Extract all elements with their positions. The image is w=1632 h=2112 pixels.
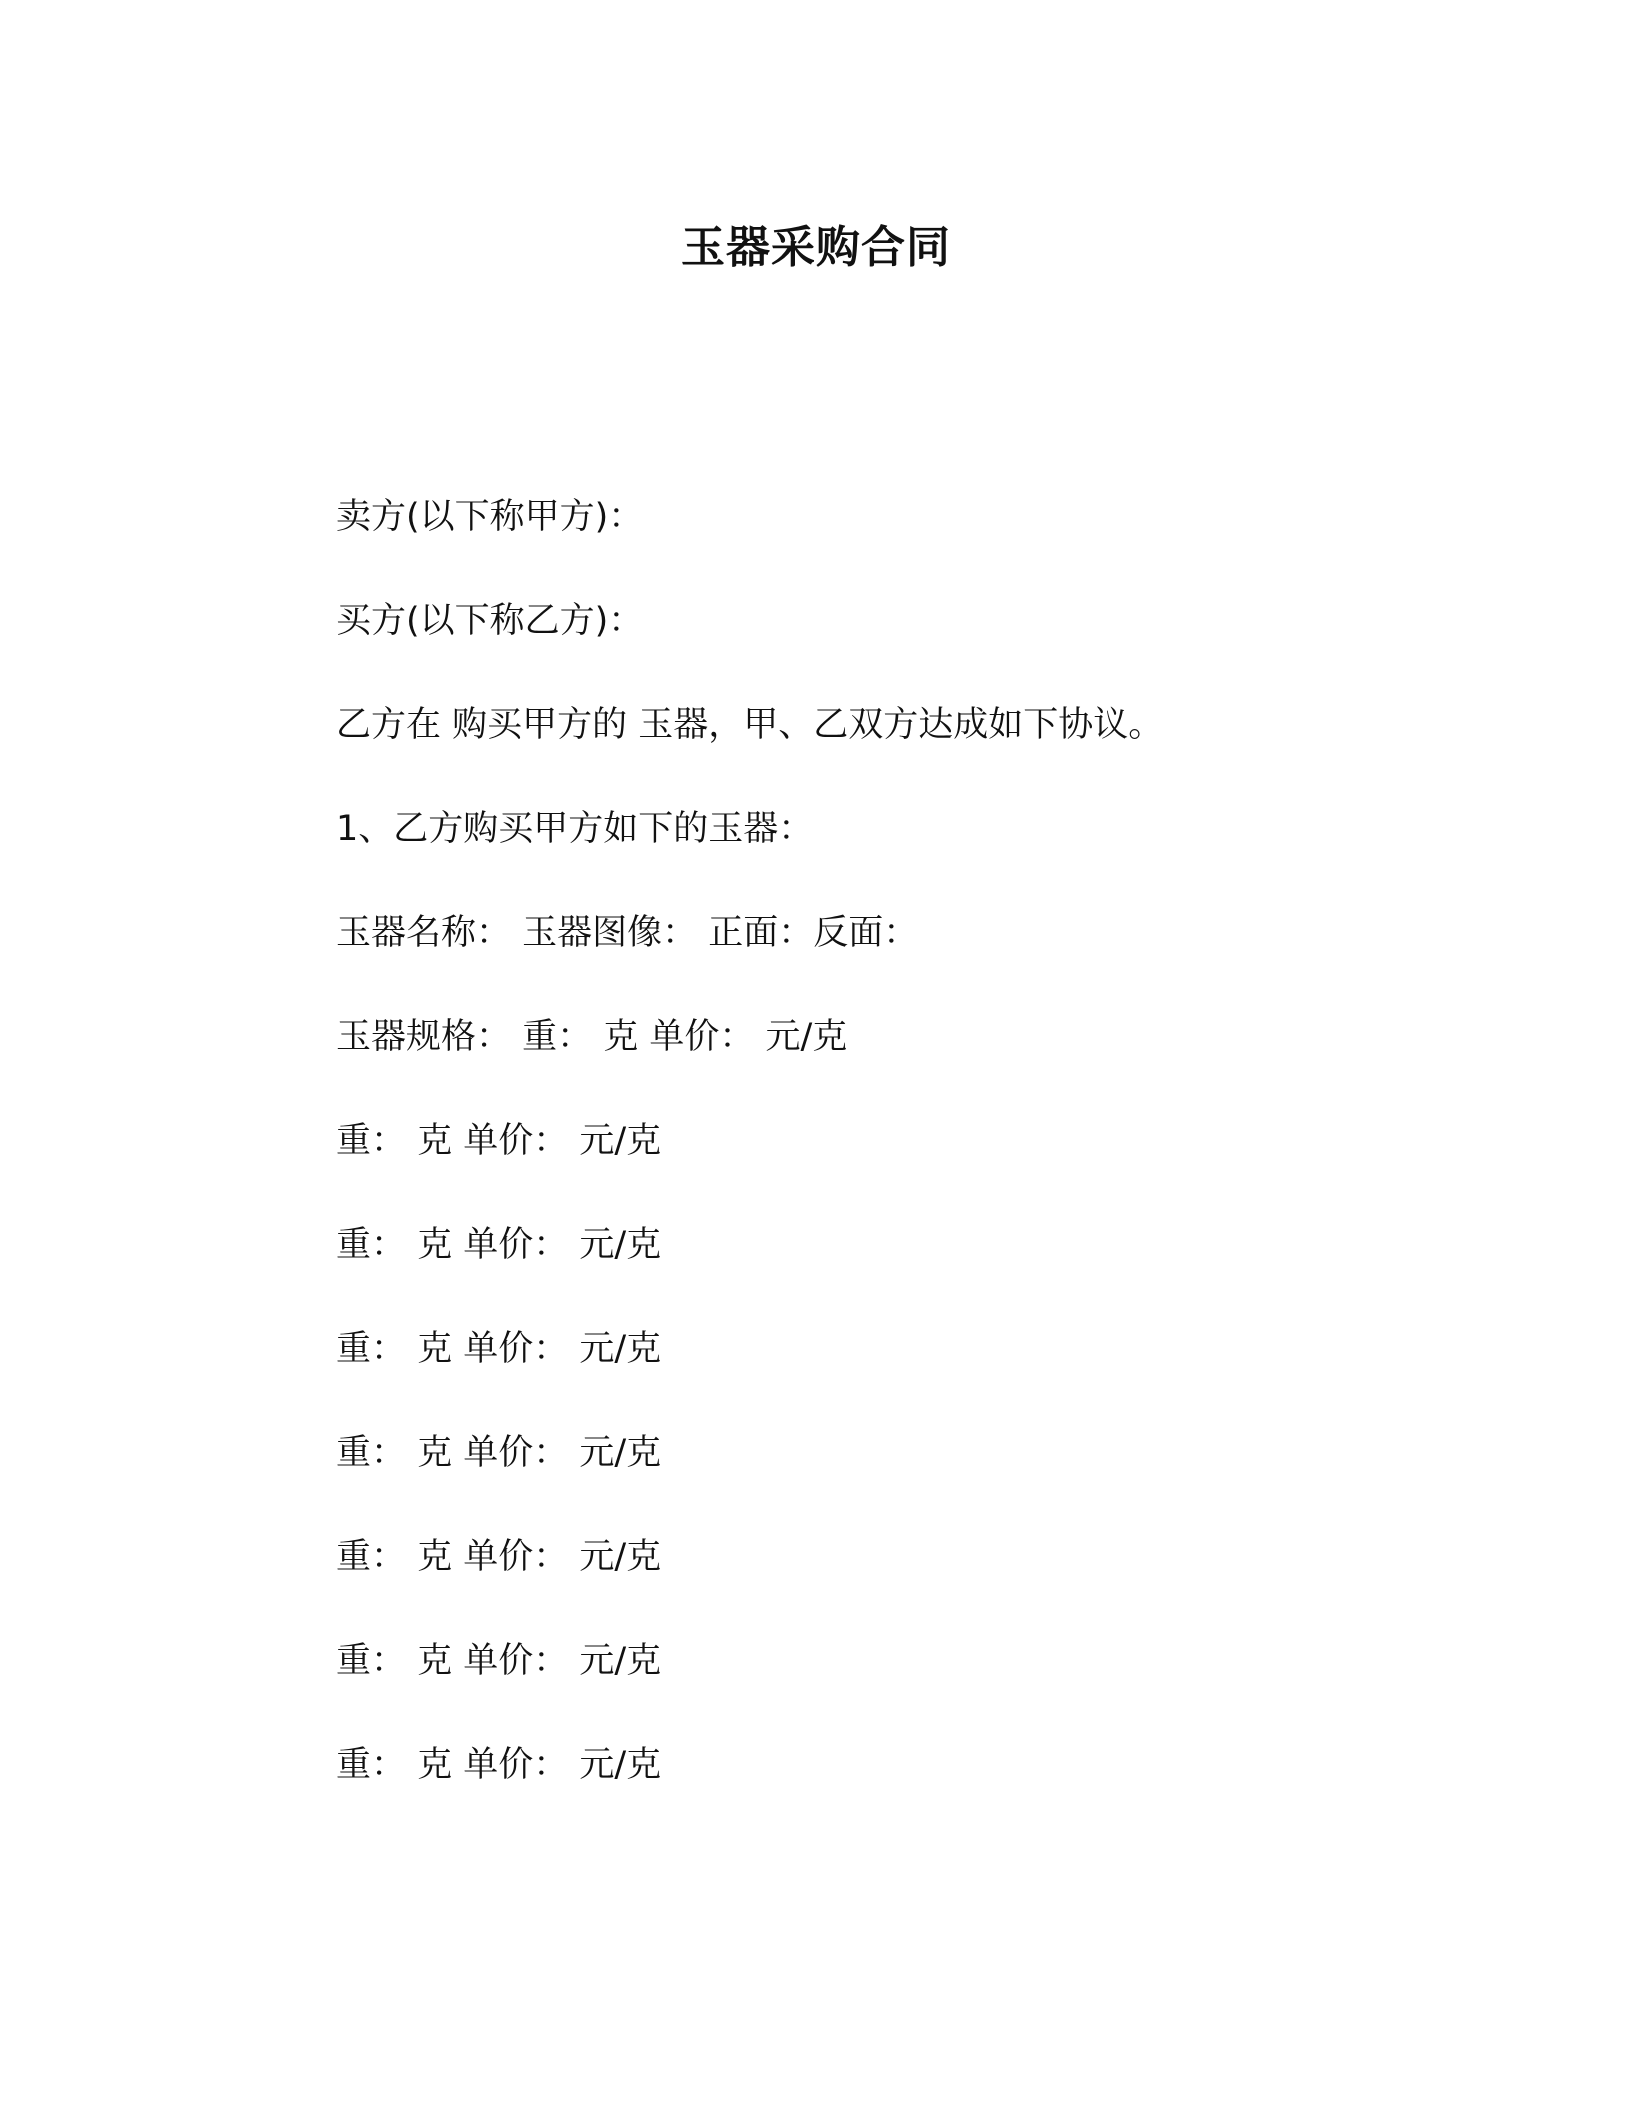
weight-price-line: 重： 克 单价： 元/克 [336,1745,662,1785]
document-body [336,493,1436,1845]
jade-name-line: 玉器名称： 玉器图像： 正面：反面： [336,913,919,953]
weight-price-line: 重： 克 单价： 元/克 [336,1641,662,1681]
weight-price-line: 重： 克 单价： 元/克 [336,1329,662,1369]
agreement-intro-line: 乙方在 购买甲方的 玉器，甲、乙双方达成如下协议。 [336,705,1164,745]
clause-1-line: 1、乙方购买甲方如下的玉器： [336,809,814,849]
jade-spec-line: 玉器规格： 重： 克 单价： 元/克 [336,1017,848,1057]
document-title: 玉器采购合同 [681,222,951,273]
weight-price-line: 重： 克 单价： 元/克 [336,1537,662,1577]
buyer-line: 买方(以下称乙方)： [336,601,644,641]
weight-price-line: 重： 克 单价： 元/克 [336,1433,662,1473]
seller-line: 卖方(以下称甲方)： [336,497,644,537]
weight-price-line: 重： 克 单价： 元/克 [336,1121,662,1161]
weight-price-line: 重： 克 单价： 元/克 [336,1225,662,1265]
